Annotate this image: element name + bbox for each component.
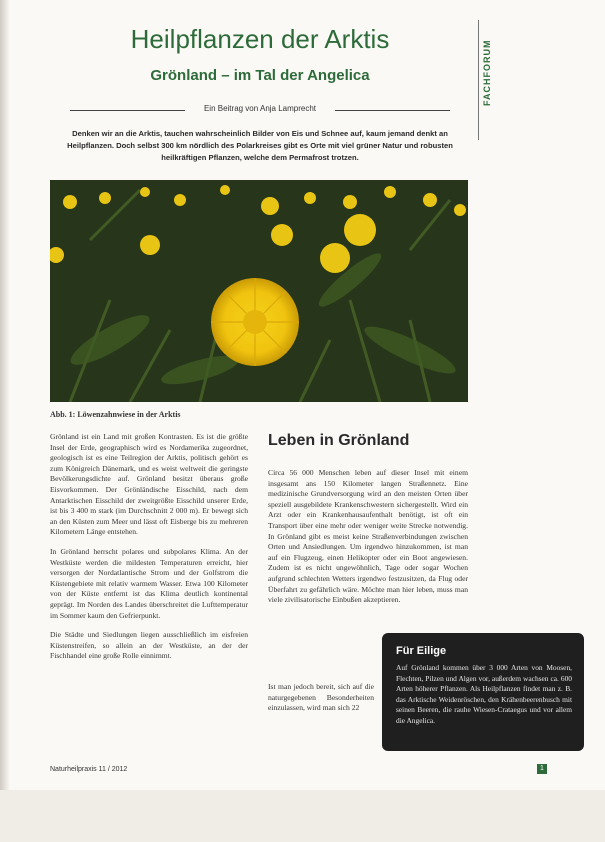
photo-illustration (50, 180, 468, 402)
byline-rule-right (335, 110, 450, 111)
summary-box-title: Für Eilige (396, 645, 447, 657)
byline: Ein Beitrag von Anja Lamprecht (203, 104, 317, 113)
side-rule (478, 20, 479, 140)
summary-box (382, 633, 584, 751)
photo-caption: Abb. 1: Löwenzahnwiese in der Arktis (50, 410, 181, 419)
summary-box-text: Auf Grönland kommen über 3 000 Arten von Moosen, Flechten, Pilzen und Algen vor, außerdem wachsen ca. 600 Arten höherer Pflanzen. Als Heilpflanzen findet man z. B. das Arktische Weidenröschen, den Krähenbeerenbusch mit seinen Beeren, die rauhe Wiesen-Crataegus und vor allem die Angelica. (396, 663, 572, 725)
body-column-2 (268, 468, 468, 615)
body-paragraph: Ist man jedoch bereit, sich auf die naturgegebenen Besonderheiten einzulassen, wird man sich 22 (268, 682, 374, 713)
body-paragraph: Die Städte und Siedlungen liegen ausschließlich im eisfreien Küstenstreifen, so allein an der Westküste, an der der Fischhandel eine große Rolle einnimmt. (50, 630, 248, 661)
byline-rule-left (70, 110, 185, 111)
page-footer: Naturheilpraxis 11 / 2012 (50, 766, 128, 773)
body-paragraph: Grönland ist ein Land mit großen Kontrasten. Es ist die größte Insel der Erde, geographisch wird es Nordamerika zugeordnet, geologisch ist es eine Teilregion der Arktis, politisch gehört es zum Königreich Dänemark, und es weist weltweit die geringste Bevölkerungsdichte auf. Grönland besitzt überaus große Eisvorkommen. Der Grönländische Eisschild, nach dem Antarktischen Eisschild der zweitgrößte Eisschild unserer Erde, ist bis 3 400 m stark (im Durchschnitt 2 000 m). Er bewegt sich an den Küsten zum Meer und lässt oft Eisberge bis zu mehreren Kilometern Länge entstehen. (50, 432, 248, 537)
body-paragraph: In Grönland herrscht polares und subpolares Klima. An der Westküste werden die mildesten Temperaturen erreicht, hier versorgen der Nordatlantische Strom und der Golfstrom die Küstengebiete mit relativ warmem Wasser. Etwa 100 Kilometer von der Küste entfernt ist das Klima deutlich kontinental geprägt. Im Norden des Landes überschreitet die Lufttemperatur im Sommer kaum den Gefrierpunkt. (50, 546, 248, 620)
section-label: FACHFORUM (482, 39, 492, 106)
scan-bottom-margin (0, 790, 605, 842)
article-title: Heilpflanzen der Arktis (130, 24, 390, 54)
intro-paragraph: Denken wir an die Arktis, tauchen wahrscheinlich Bilder von Eis und Schnee auf, kaum jemand denkt an Heilpflanzen. Doch selbst 300 km nördlich des Polarkreises gibt es Orte mit viel grüner Natur und robusten heilkräftigen Pflanzen, welche dem Permafrost trotzen. (67, 129, 453, 162)
dandelion-meadow-photo (50, 180, 468, 402)
body-column-1 (50, 432, 248, 671)
body-paragraph: Circa 56 000 Menschen leben auf dieser Insel mit einem insgesamt ans 150 Kilometer langen Straßennetz. Eine medizinische Grundversorgung wird an den meisten Orten über speziell ausgebildete Krankenschwestern sichergestellt. Wird ein Arzt oder ein Krankenhausaufenthalt benötigt, ist oft ein Transport über eine mehr oder weniger weite Strecke notwendig. In Grönland gibt es meist keine Straßenverbindungen zwischen Orten und Ansiedlungen. Um irgendwo hinzukommen, ist man auf ein Flugzeug, einen Helikopter oder ein Boot angewiesen. Zudem ist es nicht ungewöhnlich, Tage oder sogar Wochen aufgrund schlechten Wetters irgendwo festzusitzen, da Flug oder Überfahrt zu gefährlich wäre. Möchte man hier leben, muss man viele zivilisatorische Einbußen akzeptieren. (268, 468, 468, 605)
spine-shadow (0, 0, 10, 842)
body-column-2-tail (268, 682, 374, 723)
article-subtitle: Grönland – im Tal der Angelica (150, 67, 370, 84)
page-number: 1 (537, 764, 547, 774)
byline-row (70, 104, 450, 116)
section-heading: Leben in Grönland (268, 432, 410, 449)
